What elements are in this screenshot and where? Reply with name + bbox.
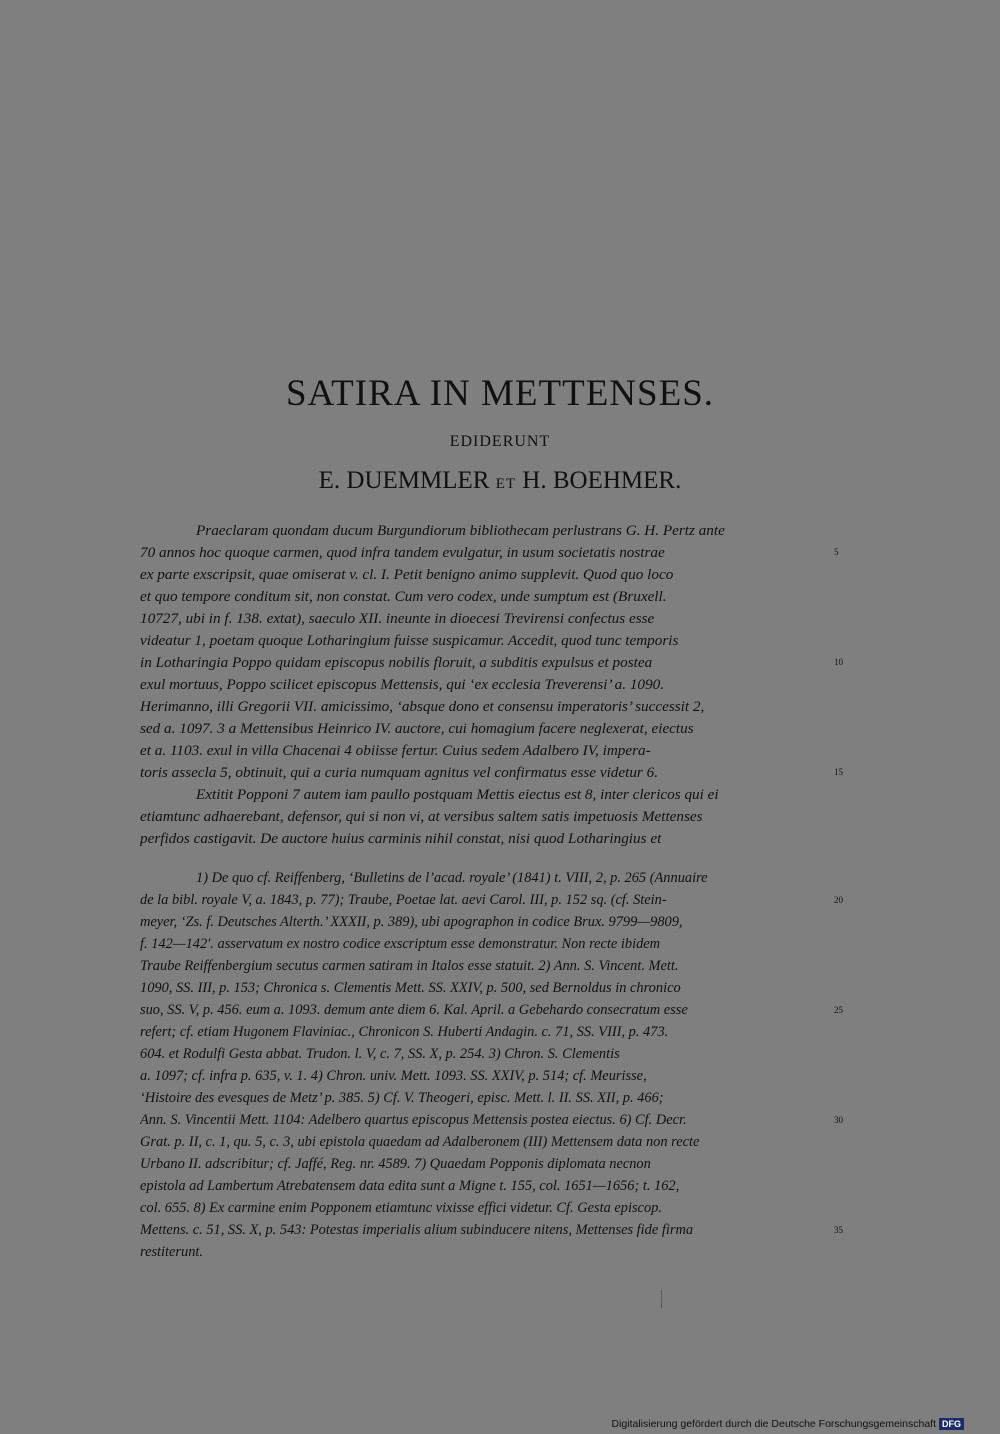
body-line: in Lotharingia Poppo quidam episcopus nobilis floruit, a subditis expulsus et postea bbox=[140, 654, 653, 671]
editor-1: E. DUEMMLER bbox=[318, 467, 490, 494]
digitization-credit bbox=[611, 1418, 964, 1430]
editors-line bbox=[0, 467, 1000, 495]
body-line: et a. 1103. exul in villa Chacenai 4 obiisse fertur. Cuius sedem Adalbero IV, impera- bbox=[140, 742, 651, 759]
footnote-line: refert; cf. etiam Hugonem Flaviniac., Chronicon S. Huberti Andagin. c. 71, SS. VIII, p. 473. bbox=[140, 1024, 669, 1040]
footnote-line: restiterunt. bbox=[140, 1244, 204, 1260]
body-line: Praeclaram quondam ducum Burgundiorum bibliothecam perlustrans G. H. Pertz ante bbox=[196, 522, 725, 539]
body-line: sed a. 1097. 3 a Mettensibus Heinrico IV. auctore, cui homagium facere neglexerat, eiectus bbox=[140, 720, 694, 737]
body-line: videatur 1, poetam quoque Lotharingium fuisse suspicamur. Accedit, quod tunc temporis bbox=[140, 632, 679, 649]
footnote-line: Traube Reiffenbergium secutus carmen satiram in Italos esse statuit. 2) Ann. S. Vincent. Mett. bbox=[140, 958, 679, 974]
body-line: perfidos castigavit. De auctore huius carminis nihil constat, nisi quod Lotharingius et bbox=[140, 830, 662, 847]
credit-text: Digitalisierung gefördert durch die Deutsche Forschungsgemeinschaft bbox=[611, 1418, 936, 1430]
footnote-line: Ann. S. Vincentii Mett. 1104: Adelbero quartus episcopus Mettensis postea eiectus. 6) Cf. Decr. bbox=[140, 1112, 687, 1128]
line-number: 5 bbox=[834, 547, 839, 557]
body-line: 70 annos hoc quoque carmen, quod infra tandem evulgatur, in usum societatis nostrae bbox=[140, 544, 665, 561]
footnote-line: Mettens. c. 51, SS. X, p. 543: Potestas imperialis alium subinducere nitens, Mettenses fide firma bbox=[140, 1222, 694, 1238]
line-number: 10 bbox=[834, 657, 843, 667]
body-line: etiamtunc adhaerebant, defensor, qui si non vi, at versibus saltem satis impetuosis Mettenses bbox=[140, 808, 703, 825]
body-line: exul mortuus, Poppo scilicet episcopus Mettensis, qui ‘ex ecclesia Treverensi’ a. 1090. bbox=[140, 676, 664, 693]
footnote-line: ‘Histoire des evesques de Metz’ p. 385. 5) Cf. V. Theogeri, episc. Mett. l. II. SS. XII, p. 466; bbox=[140, 1090, 664, 1106]
body-line: 10727, ubi in f. 138. extat), saeculo XII. ineunte in dioecesi Trevirensi confectus esse bbox=[140, 610, 655, 627]
ediderunt-label: EDIDERUNT bbox=[449, 433, 551, 450]
line-number: 20 bbox=[834, 895, 843, 905]
line-number: 15 bbox=[834, 767, 843, 777]
body-line: Herimanno, illi Gregorii VII. amicissimo, ‘absque dono et consensu imperatoris’ successit 2, bbox=[140, 698, 705, 715]
body-line: toris assecla 5, obtinuit, qui a curia numquam agnitus vel confirmatus esse videtur 6. bbox=[140, 764, 659, 781]
footnote-line: col. 655. 8) Ex carmine enim Popponem etiamtunc vixisse effici videtur. Cf. Gesta episcop. bbox=[140, 1200, 662, 1216]
footnote-line: de la bibl. royale V, a. 1843, p. 77); Traube, Poetae lat. aevi Carol. III, p. 152 sq. (cf. Stein- bbox=[140, 892, 667, 908]
line-number: 25 bbox=[834, 1005, 843, 1015]
line-number: 35 bbox=[834, 1225, 843, 1235]
body-line: et quo tempore conditum sit, non constat. Cum vero codex, unde sumptum est (Bruxell. bbox=[140, 588, 667, 605]
et-connector: ET bbox=[495, 476, 517, 492]
line-number: 30 bbox=[834, 1115, 843, 1125]
footnote-line: epistola ad Lambertum Atrebatensem data edita sunt a Migne t. 155, col. 1651—1656; t. 162, bbox=[140, 1178, 680, 1194]
scan-artifact bbox=[661, 1290, 662, 1308]
body-line: ex parte exscripsit, quae omiserat v. cl. I. Petit benigno animo supplevit. Quod quo loco bbox=[140, 566, 674, 583]
footnote-line: a. 1097; cf. infra p. 635, v. 1. 4) Chron. univ. Mett. 1093. SS. XXIV, p. 514; cf. Meurisse, bbox=[140, 1068, 647, 1084]
footnote-line: 604. et Rodulfi Gesta abbat. Trudon. l. V, c. 7, SS. X, p. 254. 3) Chron. S. Clementis bbox=[140, 1046, 620, 1062]
footnote-line: suo, SS. V, p. 456. eum a. 1093. demum ante diem 6. Kal. April. a Gebehardo consecratum esse bbox=[140, 1002, 688, 1018]
footnote-line: f. 142—142′. asservatum ex nostro codice exscriptum esse demonstratur. Non recte ibidem bbox=[140, 936, 661, 952]
footnote-line: 1) De quo cf. Reiffenberg, ‘Bulletins de l’acad. royale’ (1841) t. VIII, 2, p. 265 (Annuaire bbox=[196, 870, 708, 886]
footnote-line: meyer, ‘Zs. f. Deutsches Alterth.’ XXXII, p. 389), ubi apographon in codice Brux. 9799—9809, bbox=[140, 914, 683, 930]
body-line: Extitit Popponi 7 autem iam paullo postquam Mettis eiectus est 8, inter clericos qui ei bbox=[196, 786, 719, 803]
page-title: SATIRA IN METTENSES. bbox=[285, 373, 715, 414]
footnote-line: Grat. p. II, c. 1, qu. 5, c. 3, ubi epistola quaedam ad Adalberonem (III) Mettensem data non recte bbox=[140, 1134, 700, 1150]
footnote-line: Urbano II. adscribitur; cf. Jaffé, Reg. nr. 4589. 7) Quaedam Popponis diplomata necnon bbox=[140, 1156, 651, 1172]
editor-2: H. BOEHMER. bbox=[522, 467, 682, 494]
footnote-line: 1090, SS. III, p. 153; Chronica s. Clementis Mett. SS. XXIV, p. 500, sed Bernoldus in chronico bbox=[140, 980, 681, 996]
dfg-logo: DFG bbox=[939, 1418, 964, 1430]
